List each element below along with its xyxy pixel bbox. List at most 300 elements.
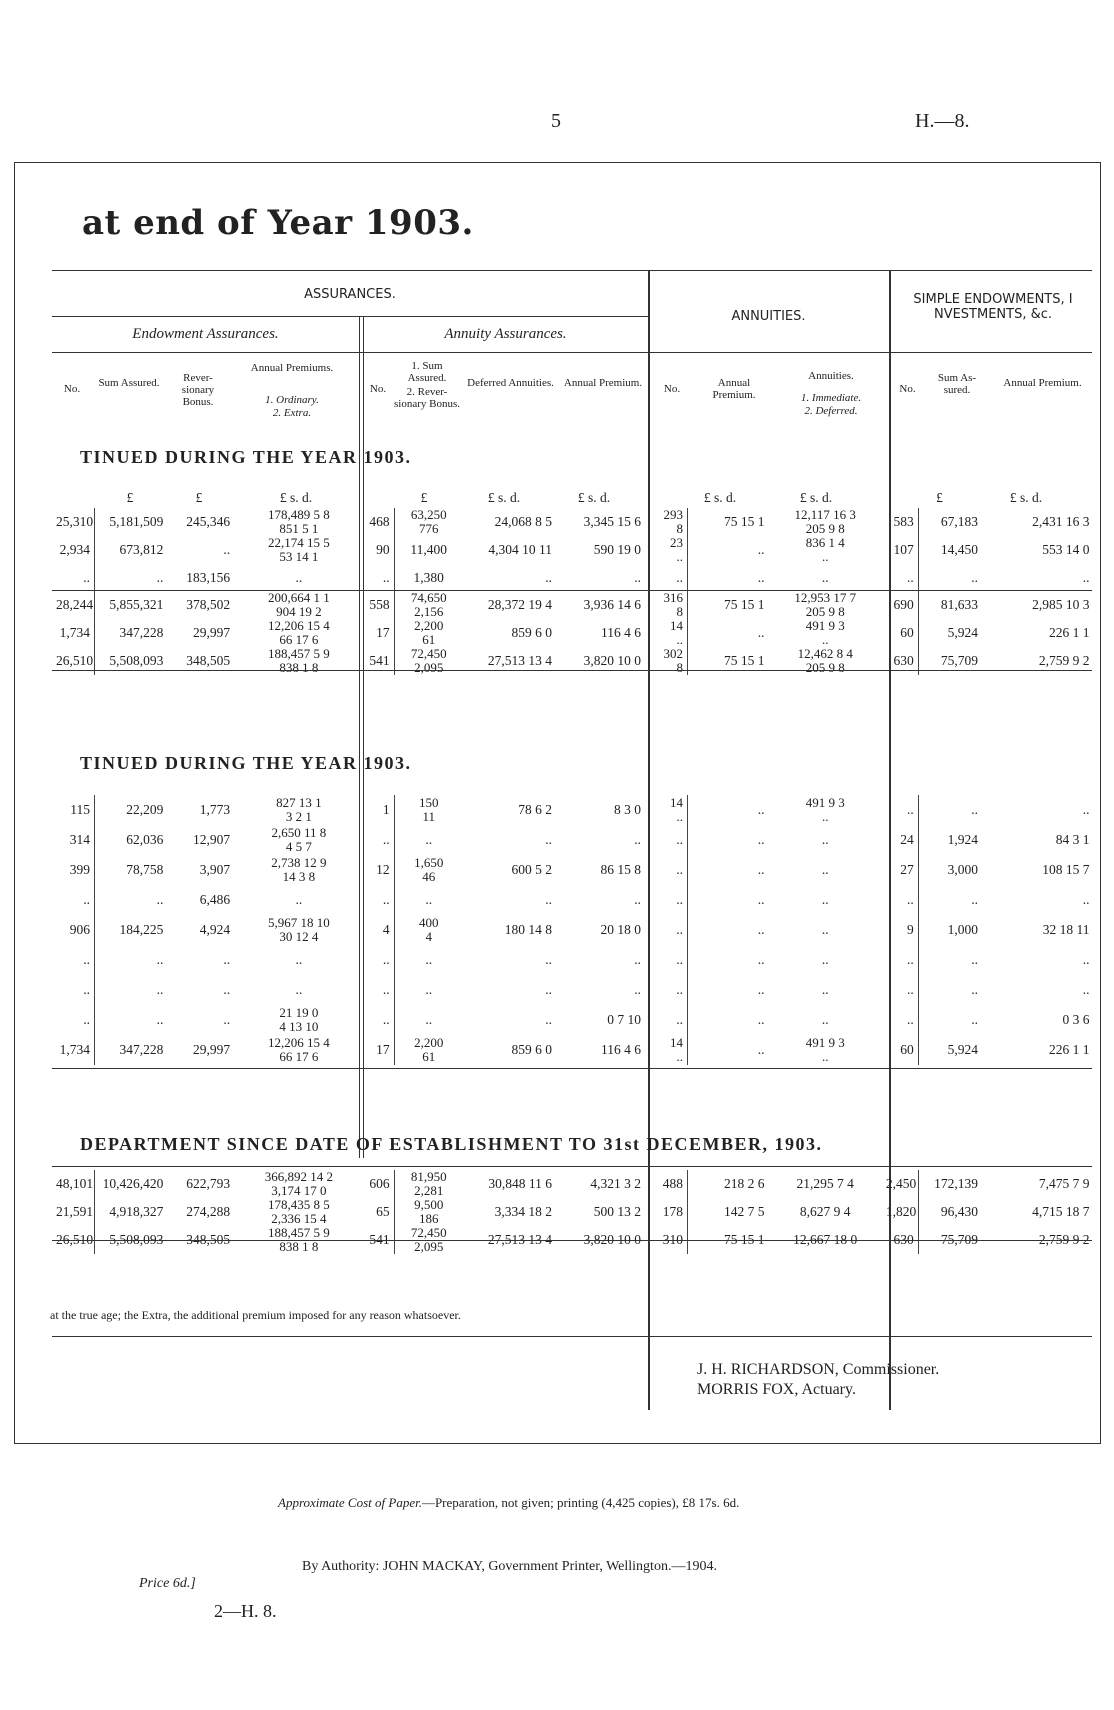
cell-line: .. <box>907 802 914 817</box>
table-cell <box>769 945 882 975</box>
cell-line: 5,924 <box>947 1042 979 1057</box>
cell-line: 827 13 1 <box>276 795 322 810</box>
table-cell <box>882 619 918 647</box>
cell-line: .. <box>757 952 765 967</box>
table-cell <box>234 975 364 1005</box>
col-simple-no: No. <box>899 383 916 395</box>
cell-line: .. <box>821 982 829 997</box>
cell-line: 75,709 <box>940 653 979 668</box>
cell-line: .. <box>545 832 552 847</box>
cell-line: 30,848 11 6 <box>488 1176 552 1191</box>
cost-text: —Preparation, not given; printing (4,425 copies), £8 17s. 6d. <box>421 1495 740 1510</box>
table-cell <box>364 591 394 619</box>
table-cell <box>52 945 95 975</box>
cell-line: .. <box>757 892 765 907</box>
table-cell <box>645 564 688 591</box>
table-row <box>52 1170 1094 1198</box>
cell-line: 188,457 5 9 <box>268 1225 330 1240</box>
cell-line: 9,500 <box>414 1197 444 1212</box>
table-cell <box>95 619 168 647</box>
table-cell <box>52 975 95 1005</box>
cell-line: .. <box>425 1012 433 1027</box>
table-cell <box>234 536 364 564</box>
cell-line: .. <box>545 1012 552 1027</box>
cell-line: .. <box>295 952 303 967</box>
cell-line: 180 14 8 <box>504 922 552 937</box>
table-row <box>52 508 1094 536</box>
table-cell <box>394 536 463 564</box>
table-cell <box>918 619 982 647</box>
cell-line: 27,513 13 4 <box>487 1232 552 1247</box>
cell-line: .. <box>821 862 829 877</box>
table-cell <box>364 1170 394 1198</box>
cell-line: 1,734 <box>59 1042 90 1057</box>
cell-line: 81,950 <box>410 1169 447 1184</box>
table-cell <box>882 825 918 855</box>
table-row <box>52 915 1094 945</box>
cell-line: 84 3 1 <box>1055 832 1090 847</box>
table-cell <box>167 795 234 825</box>
table-cell <box>95 1198 168 1226</box>
table-cell <box>918 915 982 945</box>
cell-line: 1,734 <box>59 625 90 640</box>
signature-actuary: MORRIS FOX, Actuary. <box>697 1381 856 1398</box>
table-cell <box>918 855 982 885</box>
cell-line: 400 <box>418 915 439 930</box>
table-cell <box>918 1035 982 1065</box>
table-cell <box>95 795 168 825</box>
table-cell <box>918 1198 982 1226</box>
section-1-rule-2 <box>52 670 1092 671</box>
cell-line: 4,924 <box>199 922 231 937</box>
table-cell <box>918 1005 982 1035</box>
table-cell <box>394 945 463 975</box>
signature-commissioner: J. H. RICHARDSON, Commissioner. <box>697 1361 940 1378</box>
table-cell <box>645 591 688 619</box>
footer-reference: 2—H. 8. <box>214 1601 277 1621</box>
col-no: No. <box>63 383 81 395</box>
cell-line: .. <box>382 982 390 997</box>
table-cell <box>982 825 1093 855</box>
col-sum-assured: Sum Assured. <box>98 377 160 389</box>
footnote: at the true age; the Extra, the additional premium imposed for any reason whatsoever. <box>50 1308 461 1322</box>
cell-line: 2,934 <box>59 542 90 557</box>
group-annuities: ANNUITIES. <box>731 309 806 324</box>
cell-line: 5,508,093 <box>109 1232 164 1247</box>
table-cell <box>167 1198 234 1226</box>
cell-line: 12,907 <box>193 832 231 847</box>
table-cell <box>982 945 1093 975</box>
table-cell <box>645 536 688 564</box>
cell-line: 21,295 7 4 <box>796 1176 854 1191</box>
table-cell <box>982 536 1093 564</box>
table-cell <box>394 855 463 885</box>
table-cell <box>688 1170 769 1198</box>
cell-line: 78 6 2 <box>518 802 552 817</box>
table-cell <box>52 825 95 855</box>
cell-line: 67,183 <box>940 514 979 529</box>
cell-line: .. <box>907 1012 914 1027</box>
cell-line: 66 17 6 <box>279 632 319 647</box>
table-cell <box>364 1035 394 1065</box>
cell-line: .. <box>971 569 979 585</box>
table-cell <box>167 536 234 564</box>
cell-line: 1,000 <box>947 922 979 937</box>
cell-line: 2,200 <box>414 1035 444 1050</box>
cell-line: 116 4 6 <box>601 625 642 640</box>
price: Price 6d.] <box>139 1576 196 1591</box>
col-extra: 2. Extra. <box>272 407 312 419</box>
cell-line: 178 <box>662 1204 684 1219</box>
cell-line: .. <box>223 952 231 967</box>
cell-line: 205 9 8 <box>805 660 845 675</box>
cell-line: .. <box>971 802 979 817</box>
cell-line: .. <box>634 952 642 967</box>
cell-line: .. <box>971 1012 979 1027</box>
section-2-rule <box>52 1068 1092 1069</box>
cell-line: 553 14 0 <box>1042 542 1090 557</box>
cell-line: 1,820 <box>885 1204 917 1219</box>
table-cell <box>364 975 394 1005</box>
cell-line: .. <box>821 922 829 937</box>
table-cell <box>167 855 234 885</box>
table-cell <box>769 825 882 855</box>
cell-line: 2,095 <box>414 660 444 675</box>
cell-line: 4,715 18 7 <box>1032 1204 1090 1219</box>
table-cell <box>463 508 556 536</box>
cell-line: .. <box>1082 952 1090 967</box>
table-cell <box>769 975 882 1005</box>
cell-line: 2,200 <box>414 618 444 633</box>
assurances-sub-rule <box>52 316 648 317</box>
cell-line: 108 15 7 <box>1042 862 1090 877</box>
cell-line: 74,650 <box>410 590 447 605</box>
cell-line: 630 <box>893 653 914 668</box>
cell-line: .. <box>676 1012 684 1027</box>
cell-line: 9 <box>907 922 914 937</box>
section-1-title: TINUED DURING THE YEAR 1903. <box>80 447 412 467</box>
cell-line: .. <box>971 892 979 907</box>
cell-line: .. <box>425 832 433 847</box>
cell-line: 27,513 13 4 <box>487 653 552 668</box>
cell-line: 6,486 <box>199 892 231 907</box>
cell-line: 10,426,420 <box>102 1176 164 1191</box>
unit-label: £ <box>936 490 943 505</box>
cell-line: 200,664 1 1 <box>268 590 330 605</box>
cell-line: 14 <box>670 795 684 810</box>
cell-line: 183,156 <box>186 569 231 585</box>
cell-line: .. <box>425 892 433 907</box>
cell-line: .. <box>545 952 552 967</box>
cell-line: .. <box>295 982 303 997</box>
table-cell <box>769 1170 882 1198</box>
cell-line: .. <box>676 922 684 937</box>
table-cell <box>95 885 168 915</box>
unit-label: £ s. d. <box>577 490 611 505</box>
table-cell <box>882 795 918 825</box>
table-cell <box>364 945 394 975</box>
cell-line: 8,627 9 4 <box>799 1204 851 1219</box>
cell-line: 46 <box>422 869 436 884</box>
table-cell <box>688 591 769 619</box>
table-cell <box>364 1005 394 1035</box>
cell-line: 29,997 <box>193 625 231 640</box>
cell-line: 2,281 <box>414 1183 444 1198</box>
table-cell <box>52 536 95 564</box>
col-ordinary: 1. Ordinary. <box>265 394 319 406</box>
cell-line: 4,918,327 <box>109 1204 164 1219</box>
table-cell <box>463 564 556 591</box>
table-cell <box>769 1035 882 1065</box>
table-cell <box>463 536 556 564</box>
table-cell <box>645 915 688 945</box>
col-simple-sum-assured: Sum As- sured. <box>937 372 977 396</box>
section-1-rule-1 <box>52 590 1092 591</box>
cell-line: 184,225 <box>119 922 164 937</box>
cell-line: 1,650 <box>414 855 444 870</box>
col-aa-sum-assured: 1. Sum Assured. <box>407 360 447 384</box>
cell-line: 378,502 <box>186 597 231 612</box>
table-cell <box>982 564 1093 591</box>
cell-line: 316 <box>663 590 684 605</box>
table-cell <box>463 1035 556 1065</box>
table-cell <box>463 825 556 855</box>
cell-line: 0 3 6 <box>1062 1012 1090 1027</box>
table-cell <box>234 619 364 647</box>
table-cell <box>882 915 918 945</box>
table-cell <box>52 591 95 619</box>
table-cell <box>645 508 688 536</box>
cell-line: 314 <box>69 832 90 847</box>
table-cell <box>982 1035 1093 1065</box>
cell-line: 5,924 <box>947 625 979 640</box>
table-cell <box>556 1198 645 1226</box>
table-cell <box>95 564 168 591</box>
cell-line: .. <box>382 832 390 847</box>
cell-line: 75 15 1 <box>724 1232 765 1247</box>
table-row <box>52 1198 1094 1226</box>
table-cell <box>167 915 234 945</box>
cost-line <box>278 1495 739 1511</box>
cell-line: 14 3 8 <box>282 869 316 884</box>
cell-line: 836 1 4 <box>805 535 845 550</box>
table-cell <box>234 855 364 885</box>
cell-line: 86 15 8 <box>600 862 642 877</box>
table-cell <box>167 1035 234 1065</box>
table-cell <box>918 825 982 855</box>
table-cell <box>645 975 688 1005</box>
cell-line: .. <box>821 1012 829 1027</box>
cell-line: .. <box>757 1012 765 1027</box>
table-cell <box>234 1198 364 1226</box>
table-row <box>52 855 1094 885</box>
table-cell <box>882 885 918 915</box>
cell-line: .. <box>757 802 765 817</box>
cell-line: .. <box>907 892 914 907</box>
table-cell <box>645 1198 688 1226</box>
cell-line: 60 <box>900 625 914 640</box>
table-cell <box>918 591 982 619</box>
table-cell <box>688 855 769 885</box>
cell-line: 75 15 1 <box>724 597 765 612</box>
table-cell <box>556 508 645 536</box>
table-cell <box>95 915 168 945</box>
cell-line: 3,907 <box>199 862 231 877</box>
cell-line: .. <box>971 952 979 967</box>
cell-line: 2,759 9 2 <box>1038 1232 1090 1247</box>
cell-line: 61 <box>422 632 436 647</box>
cell-line: 4 <box>425 929 432 944</box>
cell-line: 20 18 0 <box>600 922 642 937</box>
cell-line: 12,206 15 4 <box>268 618 330 633</box>
col-aa-annual-premium: Annual Premium. <box>563 377 643 389</box>
cell-line: 0 7 10 <box>607 1012 642 1027</box>
cell-line: 5,181,509 <box>109 514 164 529</box>
table-cell <box>918 508 982 536</box>
table-cell <box>95 536 168 564</box>
cell-line: .. <box>1082 892 1090 907</box>
cell-line: 30 12 4 <box>279 929 319 944</box>
cell-line: 851 5 1 <box>279 521 319 536</box>
cell-line: 590 19 0 <box>593 542 642 557</box>
cell-line: 8 3 0 <box>614 802 642 817</box>
cell-line: 12,117 16 3 <box>794 507 856 522</box>
table-cell <box>769 1005 882 1035</box>
cell-line: .. <box>757 982 765 997</box>
table-cell <box>556 536 645 564</box>
cell-line: 491 9 3 <box>805 795 845 810</box>
table-cell <box>52 619 95 647</box>
table-cell <box>688 945 769 975</box>
cell-line: .. <box>156 952 164 967</box>
table-cell <box>769 536 882 564</box>
cell-line: .. <box>757 862 765 877</box>
table-cell <box>463 591 556 619</box>
table-cell <box>167 619 234 647</box>
cell-line: 75 15 1 <box>724 653 765 668</box>
cell-line: 23 <box>670 535 684 550</box>
cell-line: 63,250 <box>410 507 447 522</box>
table-cell <box>52 1170 95 1198</box>
table-cell <box>167 825 234 855</box>
page-number: 5 <box>551 110 561 132</box>
table-cell <box>364 619 394 647</box>
cell-line: 142 7 5 <box>724 1204 765 1219</box>
cell-line: .. <box>545 569 552 585</box>
cell-line: 26,510 <box>56 1232 94 1247</box>
table-cell <box>52 1198 95 1226</box>
table-cell <box>364 885 394 915</box>
cell-line: 904 19 2 <box>276 604 322 619</box>
table-cell <box>982 975 1093 1005</box>
col-reversionary-bonus: Rever- sionary Bonus. <box>181 372 215 408</box>
cell-line: 2,095 <box>414 1239 444 1254</box>
cell-line: 1,924 <box>947 832 979 847</box>
table-cell <box>52 1005 95 1035</box>
table-cell <box>364 564 394 591</box>
cell-line: 12,667 18 0 <box>793 1232 858 1247</box>
cell-line: 75 15 1 <box>724 514 765 529</box>
table-row <box>52 1035 1094 1065</box>
cell-line: 81,633 <box>940 597 979 612</box>
cell-line: 4 <box>382 922 390 937</box>
table-cell <box>556 1005 645 1035</box>
cell-line: 3,820 10 0 <box>583 653 642 668</box>
cell-line: .. <box>676 549 684 564</box>
table-row <box>52 1005 1094 1035</box>
cell-line: 150 <box>418 795 439 810</box>
group-assurances: ASSURANCES. <box>304 287 396 302</box>
cell-line: 12,953 17 7 <box>794 590 857 605</box>
table-cell <box>556 619 645 647</box>
cell-line: .. <box>757 625 765 640</box>
cell-line: 96,430 <box>940 1204 979 1219</box>
cell-line: .. <box>156 892 164 907</box>
cell-line: .. <box>223 1012 231 1027</box>
table-cell <box>394 975 463 1005</box>
unit-label: £ s. d. <box>279 490 313 505</box>
cell-line: 245,346 <box>186 514 231 529</box>
table-section-1 <box>52 508 1094 675</box>
cell-line: .. <box>821 832 829 847</box>
cell-line: 14 <box>670 618 684 633</box>
cell-line: 838 1 8 <box>279 1239 319 1254</box>
table-cell <box>769 564 882 591</box>
table-cell <box>167 1170 234 1198</box>
cell-line: .. <box>156 982 164 997</box>
cell-line: 172,139 <box>934 1176 979 1191</box>
cell-line: .. <box>907 982 914 997</box>
cell-line: .. <box>1082 802 1090 817</box>
cell-line: 14 <box>670 1035 684 1050</box>
cell-line: 116 4 6 <box>601 1042 642 1057</box>
table-cell <box>463 1005 556 1035</box>
cell-line: 3 2 1 <box>285 809 312 824</box>
col-simple-annual-premium: Annual Premium. <box>1003 377 1082 389</box>
cell-line: 630 <box>893 1232 914 1247</box>
authority-line: By Authority: JOHN MACKAY, Government Printer, Wellington.—1904. <box>302 1559 717 1574</box>
table-cell <box>394 564 463 591</box>
table-cell <box>394 1170 463 1198</box>
cell-line: 3,820 10 0 <box>583 1232 642 1247</box>
cell-line: 61 <box>422 1049 436 1064</box>
cell-line: .. <box>425 982 433 997</box>
cell-line: 66 17 6 <box>279 1049 319 1064</box>
table-cell <box>364 825 394 855</box>
cell-line: .. <box>676 832 684 847</box>
col-annual-premiums: Annual Premiums. <box>250 362 334 374</box>
table-cell <box>688 1005 769 1035</box>
cell-line: .. <box>676 892 684 907</box>
header-bottom-rule <box>52 352 1092 353</box>
cell-line: 188,457 5 9 <box>268 646 330 661</box>
table-cell <box>167 885 234 915</box>
table-cell <box>769 915 882 945</box>
cost-label: Approximate Cost of Paper. <box>278 1495 422 1510</box>
col-annuities-premium: Annual Premium. <box>712 377 756 401</box>
table-cell <box>982 508 1093 536</box>
cell-line: 2,450 <box>885 1176 917 1191</box>
table-section-2 <box>52 795 1094 1065</box>
table-cell <box>234 1005 364 1035</box>
cell-line: .. <box>676 982 684 997</box>
cell-line: .. <box>382 892 390 907</box>
table-cell <box>556 795 645 825</box>
table-cell <box>463 975 556 1005</box>
cell-line: 2,431 16 3 <box>1032 514 1090 529</box>
cell-line: 622,793 <box>186 1176 231 1191</box>
cell-line: .. <box>821 1049 829 1064</box>
